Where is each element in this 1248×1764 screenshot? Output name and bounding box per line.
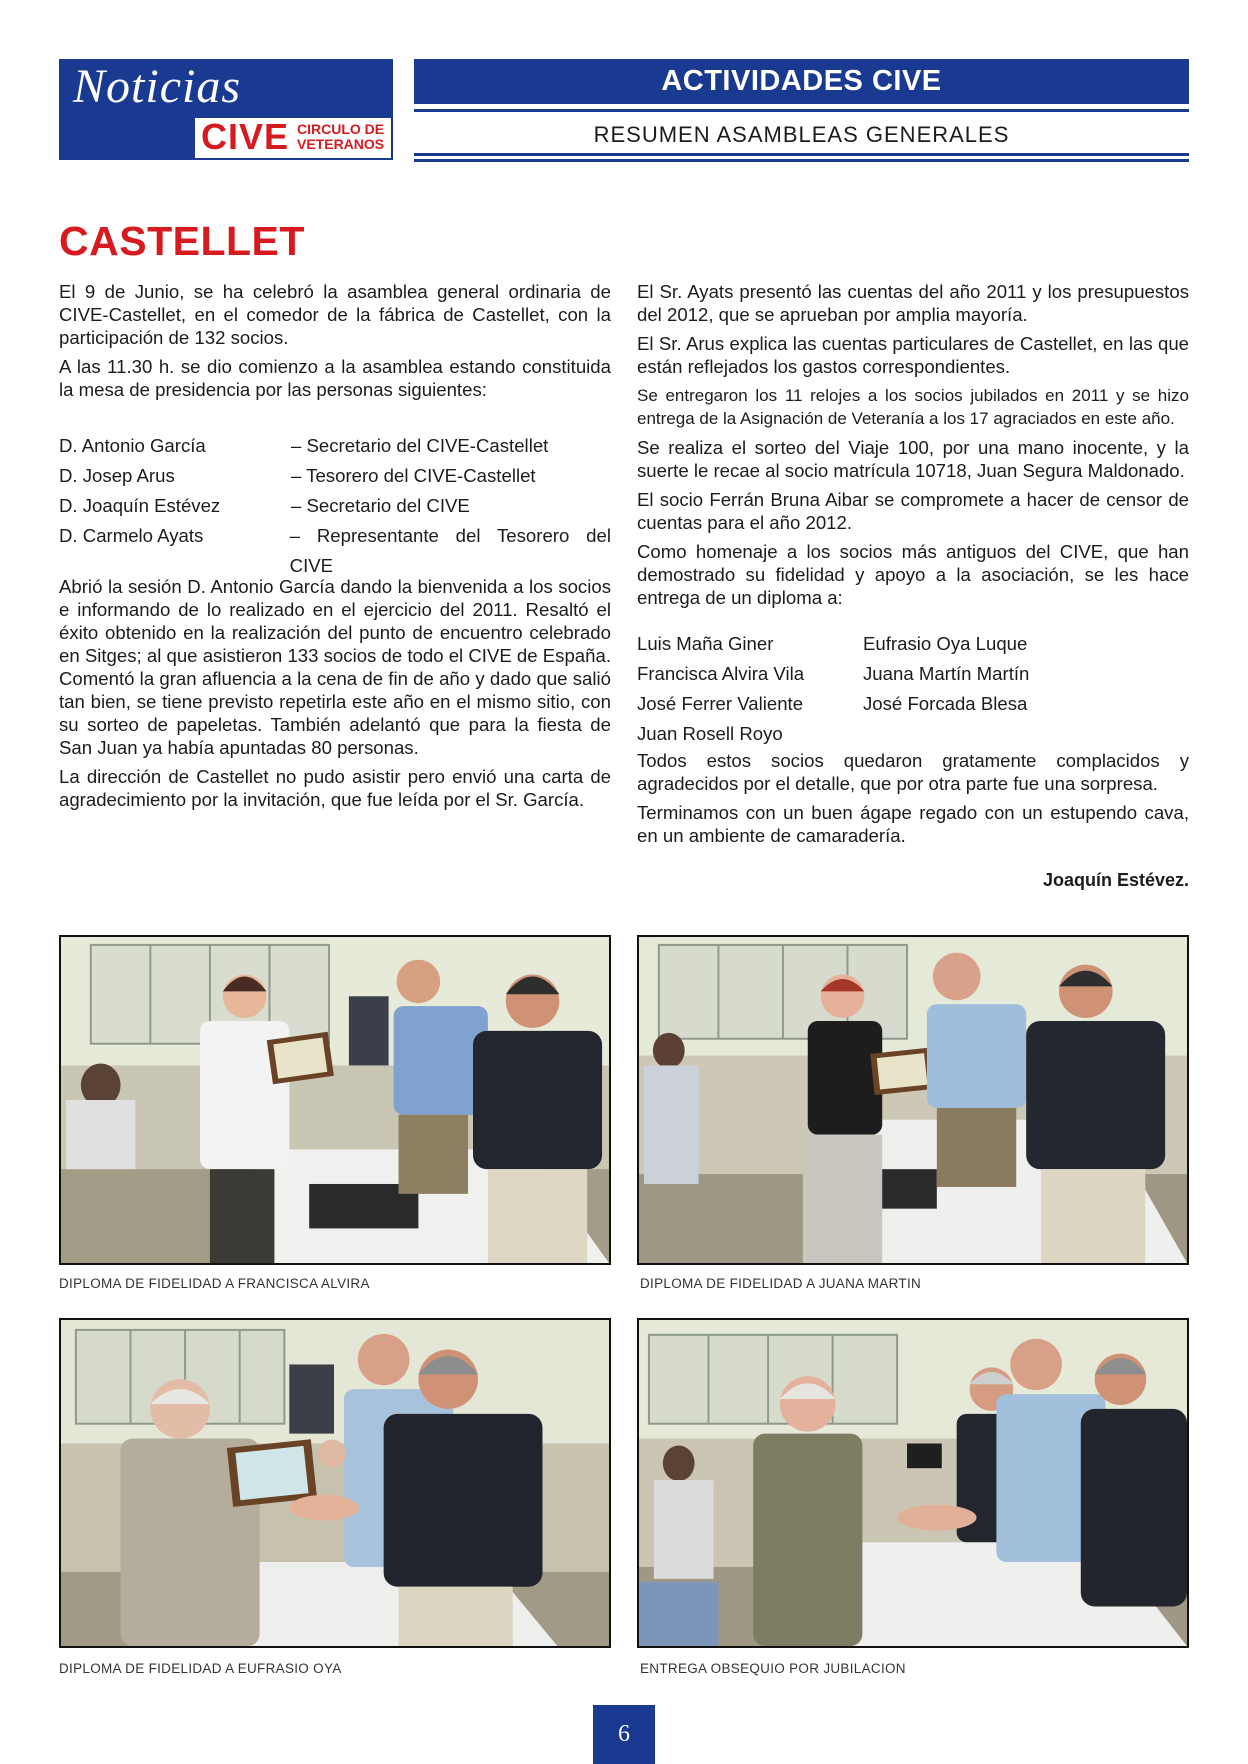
paragraph: La dirección de Castellet no pudo asistir pero envió una carta de agradecimiento por la invitación, que fue leída por el Sr. García. xyxy=(59,766,611,810)
header-rule-top xyxy=(414,109,1189,112)
board-member-row xyxy=(59,521,611,576)
honoree-name: Francisca Alvira Vila xyxy=(637,663,805,684)
honoree-name: José Forcada Blesa xyxy=(863,693,1028,714)
board-member-role: – Tesorero del CIVE-Castellet xyxy=(291,465,536,486)
board-member-role: – Secretario del CIVE-Castellet xyxy=(291,435,549,456)
photo-image xyxy=(61,937,609,1263)
header-rule-bottom-2 xyxy=(414,159,1189,162)
board-member-row xyxy=(59,461,611,491)
article-signature: Joaquín Estévez. xyxy=(1042,870,1189,890)
photo-diploma-juana-martin xyxy=(637,935,1189,1265)
section-subheader: RESUMEN ASAMBLEAS GENERALES xyxy=(593,122,1010,147)
honoree-row xyxy=(637,689,1189,719)
board-member-name: D. Carmelo Ayats xyxy=(59,525,204,546)
spacer xyxy=(59,551,611,575)
paragraph: Terminamos con un buen ágape regado con un estupendo cava, en un ambiente de camaradería. xyxy=(637,802,1189,846)
logo-title: Noticias xyxy=(73,60,242,113)
photo-diploma-francisca-alvira xyxy=(59,935,611,1265)
honoree-name: Luis Maña Giner xyxy=(637,633,774,654)
paragraph: El Sr. Arus explica las cuentas particulares de Castellet, en las que están reflejados los gastos correspondientes. xyxy=(637,333,1189,377)
article-title: CASTELLET xyxy=(59,218,305,264)
board-member-row xyxy=(59,431,611,461)
board-member-row xyxy=(59,491,611,521)
photo-caption: DIPLOMA DE FIDELIDAD A EUFRASIO OYA xyxy=(59,1661,342,1676)
page-number: 6 xyxy=(593,1705,655,1764)
honoree-row xyxy=(637,659,1189,689)
honoree-name: Eufrasio Oya Luque xyxy=(863,633,1028,654)
board-member-name: D. Joaquín Estévez xyxy=(59,495,221,516)
paragraph: Abrió la sesión D. Antonio García dando la bienvenida a los socios e informando de lo realizado en el ejercicio del 2011. Resaltó el éxito obtenido en la realización del punto de encuentro celebrado en Sitges; al que asistieron 133 socios de todo el CIVE de España. Comentó la gran afluencia a la cena de fin de año y dado que salió tan bien, se tiene previsto repetirla este año en el mismo sitio, con su sorteo de papeletas. También adelantó que para la fiesta de San Juan ya había apuntadas 80 personas. xyxy=(59,576,611,758)
photo-caption: DIPLOMA DE FIDELIDAD A JUANA MARTIN xyxy=(640,1276,922,1291)
photo-image xyxy=(639,937,1187,1263)
paragraph: El Sr. Ayats presentó las cuentas del año 2011 y los presupuestos del 2012, que se aprueban por amplia mayoría. xyxy=(637,281,1189,325)
honoree-row xyxy=(637,629,1189,659)
board-member-role: – Secretario del CIVE xyxy=(291,495,470,516)
honoree-name: Juan Rosell Royo xyxy=(637,723,783,744)
logo-subtitle xyxy=(297,122,384,152)
section-header-title: ACTIVIDADES CIVE xyxy=(661,65,942,97)
logo-cive: CIVE xyxy=(201,116,290,157)
article-right-column xyxy=(637,280,1189,853)
noticias-cive-logo xyxy=(59,59,393,160)
board-member-role: – Representante del Tesorero del CIVE xyxy=(289,525,611,576)
spacer xyxy=(637,615,1189,629)
logo-sub-line2: VETERANOS xyxy=(297,136,385,152)
paragraph: A las 11.30 h. se dio comienzo a la asamblea estando constituida la mesa de presidencia por las personas siguientes: xyxy=(59,356,611,400)
board-member-name: D. Josep Arus xyxy=(59,465,175,486)
header-rule-bottom-1 xyxy=(414,153,1189,156)
photo-caption: DIPLOMA DE FIDELIDAD A FRANCISCA ALVIRA xyxy=(59,1276,370,1291)
paragraph: El socio Ferrán Bruna Aibar se compromete a hacer de censor de cuentas para el año 2012. xyxy=(637,489,1189,533)
photo-retirement-gift xyxy=(637,1318,1189,1648)
photo-diploma-eufrasio-oya xyxy=(59,1318,611,1648)
paragraph: Se entregaron los 11 relojes a los socios jubilados en 2011 y se hizo entrega de la Asignación de Veteranía a los 17 agraciados en este año. xyxy=(637,386,1189,428)
paragraph: Todos estos socios quedaron gratamente complacidos y agradecidos por el detalle, que por otra parte fue una sorpresa. xyxy=(637,750,1189,794)
paragraph: Se realiza el sorteo del Viaje 100, por una mano inocente, y la suerte le recae al socio matrícula 10718, Juan Segura Maldonado. xyxy=(637,437,1189,481)
spacer xyxy=(59,407,611,431)
honoree-row xyxy=(637,719,1189,749)
honoree-name xyxy=(863,719,1089,749)
photo-image xyxy=(639,1320,1187,1646)
photo-image xyxy=(61,1320,609,1646)
board-member-name: D. Antonio García xyxy=(59,435,206,456)
honoree-name: Juana Martín Martín xyxy=(863,663,1030,684)
paragraph: Como homenaje a los socios más antiguos del CIVE, que han demostrado su fidelidad y apoyo a la asociación, se les hace entrega de un diploma a: xyxy=(637,541,1189,608)
article-left-column xyxy=(59,280,611,817)
logo-sub-line1: CIRCULO DE xyxy=(297,121,385,137)
paragraph: El 9 de Junio, se ha celebró la asamblea general ordinaria de CIVE-Castellet, en el comedor de la fábrica de Castellet, con la participación de 132 socios. xyxy=(59,281,611,348)
honoree-name: José Ferrer Valiente xyxy=(637,693,804,714)
photo-caption: ENTREGA OBSEQUIO POR JUBILACION xyxy=(640,1661,906,1676)
